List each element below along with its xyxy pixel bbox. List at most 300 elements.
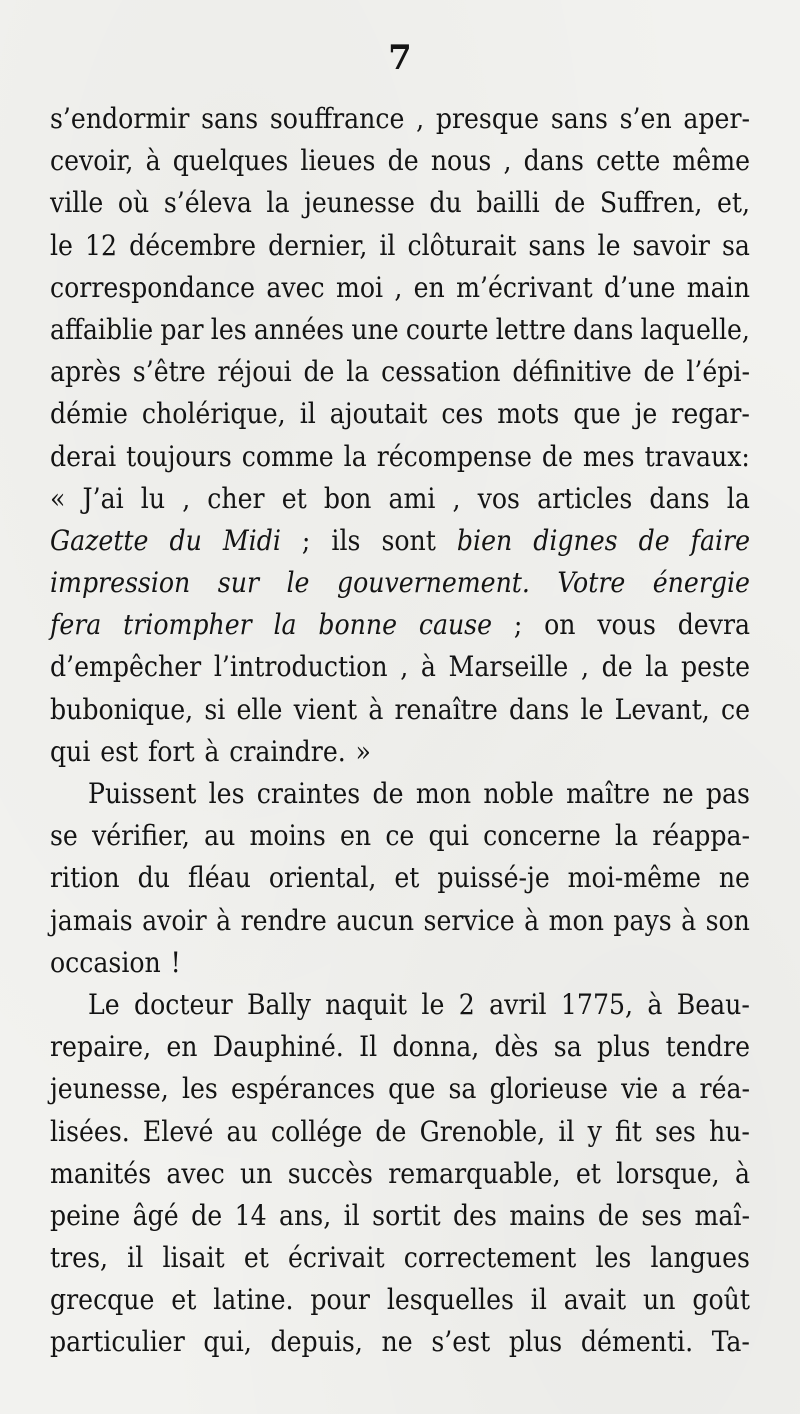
- word: ,: [400, 650, 409, 684]
- word: ;: [513, 608, 523, 642]
- word: ne: [718, 861, 750, 895]
- word: espérances: [230, 1072, 375, 1106]
- italic-word: fera: [50, 608, 102, 642]
- word: les: [210, 312, 247, 346]
- word: et: [394, 861, 420, 895]
- word: il: [558, 1114, 575, 1148]
- word: mots: [497, 397, 560, 431]
- word: la: [645, 650, 669, 684]
- text-line: [50, 815, 750, 857]
- word: s’en: [619, 102, 672, 135]
- word: ses: [641, 1198, 683, 1232]
- word: à: [204, 734, 220, 768]
- word: pour: [310, 1283, 370, 1317]
- word: vous: [597, 608, 656, 642]
- word: le: [50, 228, 73, 262]
- word: avec: [266, 270, 325, 304]
- text-line: [50, 731, 750, 773]
- word: écrivait: [288, 1241, 385, 1275]
- word: d’empêcher: [50, 650, 202, 684]
- word: vient: [293, 692, 358, 726]
- word: en: [166, 1030, 198, 1064]
- word: fort: [147, 734, 195, 768]
- word: les: [595, 1241, 632, 1275]
- word: cette: [596, 144, 661, 178]
- word: de: [601, 650, 633, 684]
- text-line: [50, 900, 750, 942]
- word: main: [686, 270, 750, 304]
- text-line: [50, 1195, 750, 1237]
- word: fit: [614, 1114, 642, 1148]
- word: qui: [50, 734, 91, 768]
- italic-word: Midi: [222, 523, 281, 557]
- word: réjoui: [217, 355, 292, 389]
- italic-word: de: [638, 523, 670, 557]
- word: vos: [477, 481, 520, 515]
- word: définitive: [512, 355, 632, 389]
- word: avril: [489, 987, 547, 1021]
- word: concerne: [483, 819, 601, 853]
- word: particulier: [50, 1325, 185, 1359]
- word: du: [429, 186, 462, 220]
- word: travaux:: [644, 439, 750, 473]
- word: savoir: [632, 228, 710, 262]
- word: aper-: [683, 102, 750, 135]
- word: à: [216, 903, 232, 937]
- word: 12: [85, 228, 118, 262]
- word: tendre: [665, 1030, 750, 1064]
- word: de: [372, 777, 404, 810]
- word: ils: [331, 523, 361, 557]
- word: où: [117, 186, 150, 220]
- word: à: [681, 903, 697, 937]
- word: plus: [508, 1325, 563, 1359]
- word: années: [253, 312, 345, 346]
- word: à: [647, 987, 663, 1021]
- word: jamais: [50, 903, 133, 937]
- word: sa: [553, 1030, 582, 1064]
- text-line: [50, 562, 750, 604]
- word: rition: [50, 861, 120, 895]
- word: quelques: [172, 144, 289, 178]
- word: s’éleva: [163, 186, 252, 220]
- word: la: [343, 439, 367, 473]
- word: tres,: [50, 1241, 108, 1275]
- word: les: [208, 777, 245, 810]
- word: moins: [249, 819, 326, 853]
- italic-word: triompher: [123, 608, 252, 642]
- word: s’être: [132, 355, 206, 389]
- word: derai: [50, 439, 117, 473]
- word: au: [204, 819, 236, 853]
- word: ce: [385, 819, 415, 853]
- word: lieues: [300, 144, 376, 178]
- word: jeunesse,: [50, 1072, 169, 1106]
- word: mains: [509, 1198, 586, 1232]
- word: ce: [720, 692, 750, 726]
- word: J’ai: [82, 481, 124, 515]
- word: noble: [483, 777, 554, 810]
- word: hu-: [708, 1114, 750, 1148]
- word: avoir: [142, 903, 207, 937]
- word: peine: [50, 1198, 121, 1232]
- word: sortit: [372, 1198, 441, 1232]
- word: cholérique,: [141, 397, 286, 431]
- word: laquelle,: [640, 312, 750, 346]
- word: mon: [548, 903, 604, 937]
- word: rendre: [240, 903, 327, 937]
- word: ,: [503, 144, 512, 178]
- italic-word: du: [169, 523, 202, 557]
- word: et: [281, 481, 307, 515]
- word: mes: [582, 439, 635, 473]
- word: souffrance: [269, 102, 405, 135]
- word: ses: [655, 1114, 696, 1148]
- word: langues: [650, 1241, 750, 1275]
- italic-word: Gazette: [50, 523, 149, 557]
- word: presque: [435, 102, 540, 135]
- body-text: [50, 98, 750, 1364]
- word: à: [524, 903, 540, 937]
- text-line: [50, 351, 750, 393]
- word: la: [346, 355, 370, 389]
- italic-word: impression: [50, 566, 191, 600]
- word: s’est: [431, 1325, 491, 1359]
- word: et,: [716, 186, 750, 220]
- word: service: [423, 903, 515, 937]
- word: Levant,: [614, 692, 710, 726]
- word: réa-: [699, 1072, 750, 1106]
- word: le: [580, 692, 604, 726]
- word: plus: [597, 1030, 651, 1064]
- word: clôturait: [407, 228, 517, 262]
- word: 14: [234, 1198, 267, 1232]
- word: lisées.: [50, 1114, 130, 1148]
- word: naquit: [325, 987, 408, 1021]
- word: lesquelles: [386, 1283, 514, 1317]
- word: correctement: [403, 1241, 577, 1275]
- word: la: [266, 186, 290, 220]
- text-line: [50, 1279, 750, 1321]
- word: ,: [580, 650, 589, 684]
- italic-word: le: [286, 566, 310, 600]
- word: craintes: [256, 777, 361, 810]
- word: cevoir,: [50, 144, 134, 178]
- word: de: [191, 1198, 223, 1232]
- word: au: [226, 1114, 258, 1148]
- word: bailli: [476, 186, 540, 220]
- word: qui: [428, 819, 469, 853]
- word: bon: [323, 481, 372, 515]
- word: la: [726, 481, 750, 515]
- word: latine.: [213, 1283, 294, 1317]
- italic-word: cause: [418, 608, 492, 642]
- word: aucun: [336, 903, 415, 937]
- word: il: [299, 397, 316, 431]
- italic-word: faire: [690, 523, 750, 557]
- word: dès: [494, 1030, 539, 1064]
- text-line: [50, 773, 750, 815]
- word: dans: [649, 481, 710, 515]
- word: sa: [722, 228, 750, 262]
- word: le: [597, 228, 621, 262]
- word: succès: [287, 1156, 373, 1190]
- word: s’endormir: [50, 102, 190, 135]
- word: sans: [201, 102, 259, 135]
- word: un: [239, 1156, 273, 1190]
- word: Grenoble,: [419, 1114, 546, 1148]
- word: courte: [405, 312, 489, 346]
- word: de: [303, 355, 335, 389]
- word: et: [171, 1283, 197, 1317]
- word: ville: [50, 186, 104, 220]
- word: sans: [528, 228, 586, 262]
- word: dans: [523, 144, 584, 178]
- word: les: [181, 1072, 218, 1106]
- text-line: [50, 1321, 750, 1363]
- word: grecque: [50, 1283, 155, 1317]
- text-line: [50, 393, 750, 435]
- word: démenti.: [580, 1325, 694, 1359]
- italic-word: la: [273, 608, 297, 642]
- word: et: [243, 1241, 269, 1275]
- word: il: [530, 1283, 547, 1317]
- text-line: [50, 689, 750, 731]
- word: le: [421, 987, 445, 1021]
- italic-word: sur: [217, 566, 259, 600]
- word: affaiblie: [50, 312, 154, 346]
- word: 1775,: [560, 987, 633, 1021]
- text-line: [50, 1237, 750, 1279]
- word: qui,: [203, 1325, 252, 1359]
- word: dernier,: [268, 228, 368, 262]
- word: de: [375, 1114, 407, 1148]
- word: et: [575, 1156, 601, 1190]
- word: comme: [241, 439, 334, 473]
- word: est: [100, 734, 139, 768]
- italic-word: bien: [456, 523, 513, 557]
- word: que: [388, 1072, 436, 1106]
- word: a: [671, 1072, 687, 1106]
- word: je: [634, 397, 658, 431]
- word: correspondance: [50, 270, 256, 304]
- word: puissé-je: [437, 861, 550, 895]
- word: Le: [88, 987, 120, 1021]
- word: ,: [416, 102, 425, 135]
- word: elle: [236, 692, 283, 726]
- word: mon: [415, 777, 472, 810]
- word: »: [355, 734, 371, 768]
- word: du: [137, 861, 170, 895]
- word: récompense: [376, 439, 532, 473]
- text-line: [50, 1153, 750, 1195]
- text-line: [50, 604, 750, 646]
- text-line: [50, 1026, 750, 1068]
- word: m’écrivant: [456, 270, 593, 304]
- word: il: [379, 228, 396, 262]
- text-line: [50, 478, 750, 520]
- word: ami: [388, 481, 436, 515]
- word: une: [351, 312, 399, 346]
- word: ;: [301, 523, 311, 557]
- word: par: [160, 312, 204, 346]
- page-number: 7: [388, 38, 412, 78]
- word: lisait: [162, 1241, 225, 1275]
- word: articles: [537, 481, 633, 515]
- word: toujours: [126, 439, 232, 473]
- word: pays: [613, 903, 672, 937]
- word: vie: [621, 1072, 659, 1106]
- word: sont: [381, 523, 436, 557]
- word: de: [541, 439, 573, 473]
- word: glorieuse: [489, 1072, 608, 1106]
- word: ans,: [279, 1198, 332, 1232]
- word: depuis,: [270, 1325, 363, 1359]
- word: Puissent: [88, 777, 197, 810]
- word: vérifier,: [92, 819, 190, 853]
- text-line: [50, 309, 750, 351]
- word: fléau: [187, 861, 251, 895]
- word: à: [420, 650, 436, 684]
- word: maî-: [694, 1198, 750, 1232]
- word: il: [127, 1241, 144, 1275]
- word: dans: [573, 312, 634, 346]
- word: Elevé: [142, 1114, 214, 1148]
- word: lettre: [495, 312, 566, 346]
- word: ne: [662, 777, 694, 810]
- italic-word: bonne: [318, 608, 398, 642]
- word: que: [573, 397, 621, 431]
- word: Marseille: [448, 650, 569, 684]
- word: si: [204, 692, 226, 726]
- word: un: [643, 1283, 676, 1317]
- word: «: [50, 481, 66, 515]
- word: manités: [50, 1156, 152, 1190]
- word: !: [170, 945, 181, 979]
- word: Suffren,: [599, 186, 703, 220]
- text-line: [50, 942, 750, 984]
- word: l’introduction: [213, 650, 388, 684]
- word: Il: [359, 1030, 378, 1064]
- word: à: [368, 692, 384, 726]
- word: ne: [381, 1325, 413, 1359]
- text-line: [50, 1111, 750, 1153]
- word: occasion: [50, 945, 161, 979]
- word: cessation: [381, 355, 501, 389]
- word: collége: [270, 1114, 363, 1148]
- word: en: [413, 270, 445, 304]
- word: oriental,: [268, 861, 377, 895]
- word: de: [554, 186, 586, 220]
- word: avec: [166, 1156, 225, 1190]
- word: de: [597, 1198, 629, 1232]
- italic-word: énergie: [652, 566, 750, 600]
- text-line: [50, 225, 750, 267]
- word: sans: [550, 102, 608, 135]
- word: ,: [452, 481, 461, 515]
- word: sa: [448, 1072, 477, 1106]
- word: peste: [681, 650, 750, 684]
- word: la: [614, 819, 639, 853]
- text-line: [50, 646, 750, 688]
- text-line: [50, 267, 750, 309]
- italic-word: gouvernement.: [336, 566, 530, 600]
- word: craindre.: [229, 734, 346, 768]
- word: lu: [140, 481, 166, 515]
- text-line: [50, 857, 750, 899]
- word: pas: [705, 777, 750, 810]
- word: Dauphiné.: [212, 1030, 344, 1064]
- word: réappa-: [652, 819, 750, 853]
- word: regar-: [671, 397, 750, 431]
- word: à: [734, 1156, 750, 1190]
- word: moi: [335, 270, 384, 304]
- word: son: [705, 903, 750, 937]
- word: l’épi-: [686, 355, 750, 389]
- text-line: [50, 98, 750, 140]
- text-line: [50, 984, 750, 1026]
- word: jeunesse: [304, 186, 415, 220]
- word: à: [145, 144, 161, 178]
- word: ces: [441, 397, 484, 431]
- word: en: [339, 819, 372, 853]
- word: moi-même: [567, 861, 701, 895]
- word: on: [544, 608, 576, 642]
- text-line: [50, 436, 750, 478]
- italic-word: dignes: [533, 523, 618, 557]
- word: remarquable,: [388, 1156, 561, 1190]
- word: ajoutait: [329, 397, 428, 431]
- word: nous: [430, 144, 492, 178]
- word: cher: [207, 481, 265, 515]
- word: bubonique,: [50, 692, 194, 726]
- word: 2: [458, 987, 475, 1021]
- word: docteur: [134, 987, 233, 1021]
- word: ,: [182, 481, 191, 515]
- word: des: [453, 1198, 497, 1232]
- word: dans: [508, 692, 570, 726]
- word: il: [343, 1198, 360, 1232]
- word: décembre: [129, 228, 257, 262]
- text-line: [50, 1068, 750, 1110]
- word: de: [643, 355, 675, 389]
- word: renaître: [394, 692, 498, 726]
- word: avait: [563, 1283, 627, 1317]
- word: Bally: [247, 987, 311, 1021]
- word: après: [50, 355, 121, 389]
- word: âgé: [132, 1198, 179, 1232]
- word: même: [672, 144, 750, 178]
- word: d’une: [603, 270, 676, 304]
- word: maître: [566, 777, 651, 810]
- italic-word: Votre: [557, 566, 626, 600]
- word: repaire,: [50, 1030, 152, 1064]
- word: y: [587, 1114, 602, 1148]
- word: lorsque,: [616, 1156, 720, 1190]
- text-line: [50, 182, 750, 224]
- word: Beau-: [676, 987, 750, 1021]
- text-line: [50, 520, 750, 562]
- word: démie: [50, 397, 128, 431]
- word: donna,: [392, 1030, 480, 1064]
- word: de: [387, 144, 419, 178]
- word: Ta-: [711, 1325, 750, 1359]
- word: devra: [677, 608, 750, 642]
- word: se: [50, 819, 78, 853]
- text-line: [50, 140, 750, 182]
- word: goût: [692, 1283, 750, 1317]
- word: ,: [394, 270, 403, 304]
